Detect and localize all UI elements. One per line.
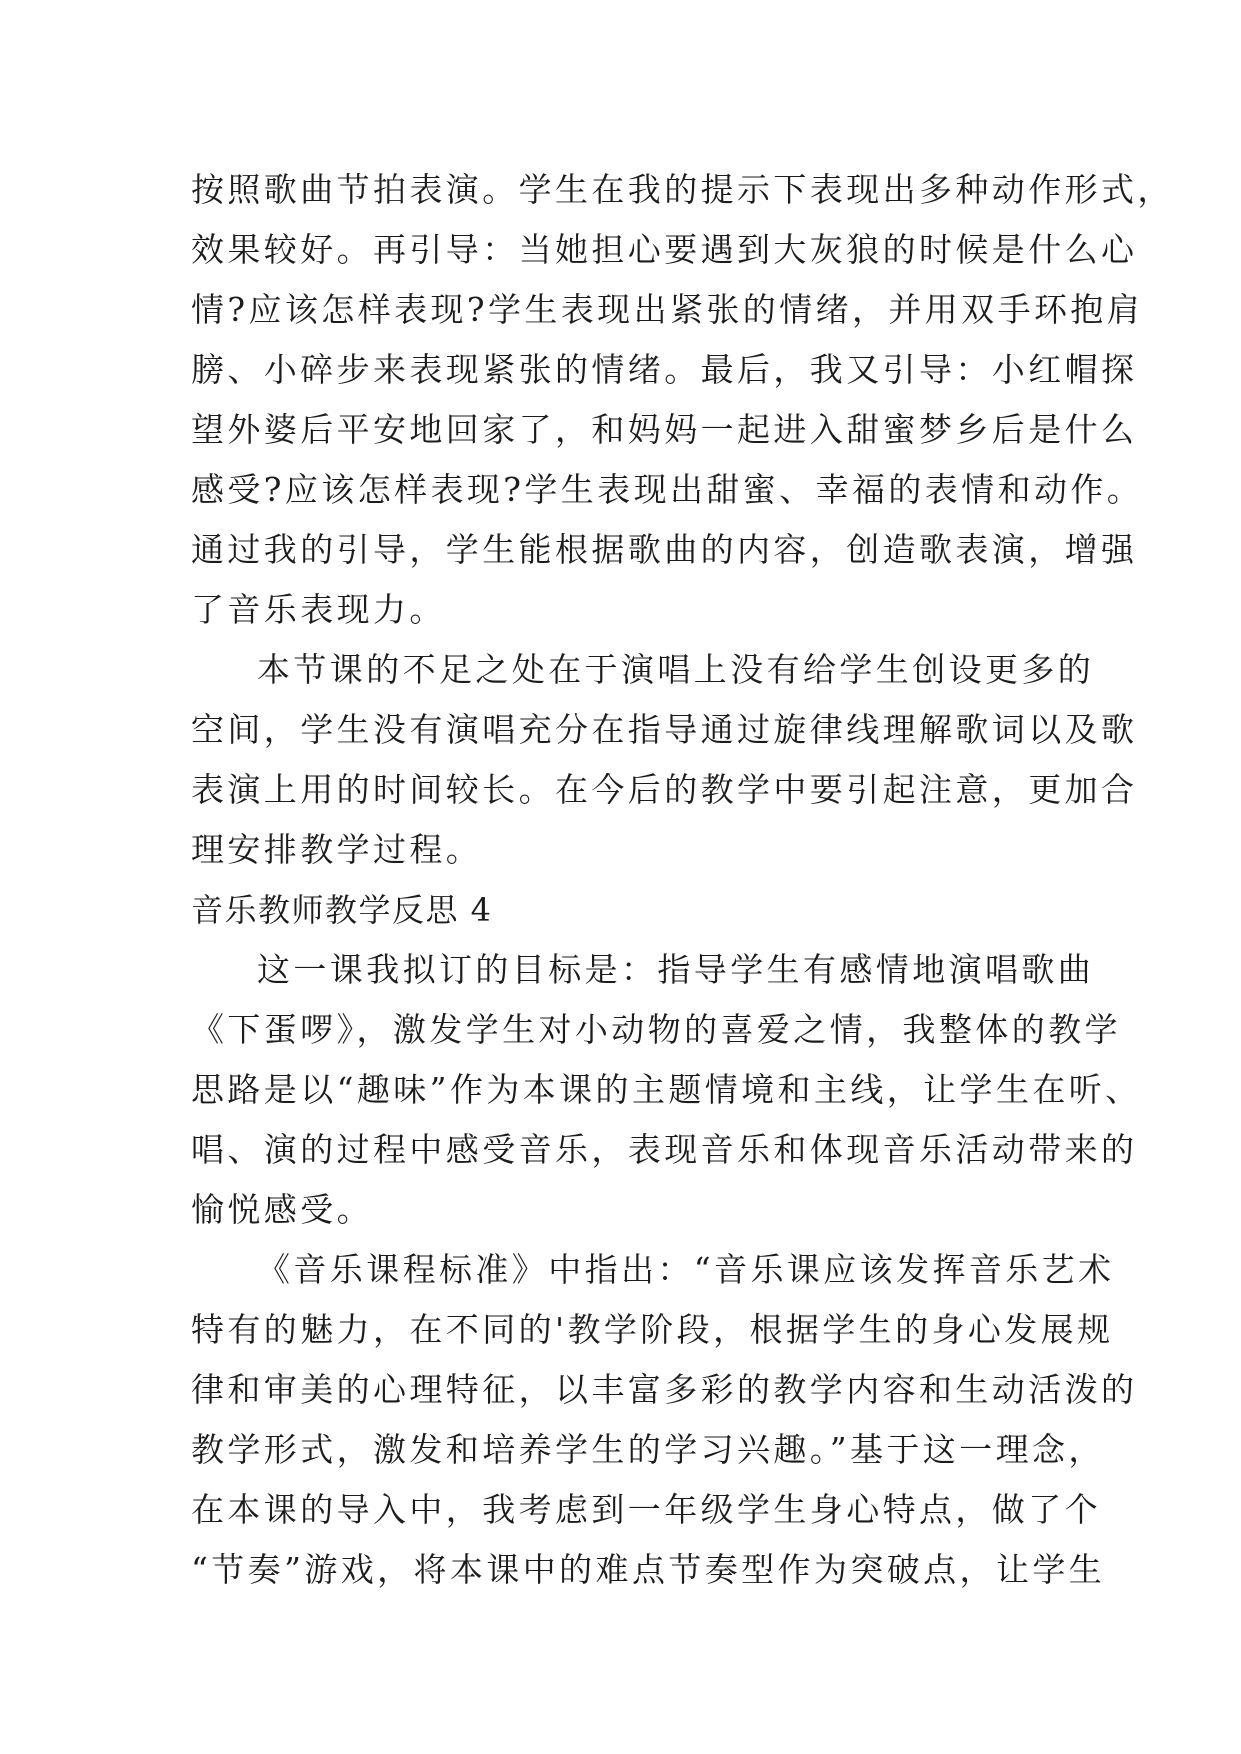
section-heading: 音乐教师教学反思 4 [191, 891, 493, 929]
text-line: 效果较好。再引导：当她担心要遇到大灰狼的时候是什么心 [191, 230, 1138, 269]
text-line: “节奏”游戏，将本课中的难点节奏型作为突破点，让学生 [191, 1550, 1106, 1589]
text-line: 通过我的引导，学生能根据歌曲的内容，创造歌表演，增强 [191, 530, 1138, 569]
text-line: 空间，学生没有演唱充分在指导通过旋律线理解歌词以及歌 [191, 710, 1138, 749]
text-line: 情?应该怎样表现?学生表现出紧张的情绪，并用双手环抱肩 [191, 290, 1144, 329]
text-line: 律和审美的心理特征，以丰富多彩的教学内容和生动活泼的 [191, 1370, 1138, 1409]
text-line: 本节课的不足之处在于演唱上没有给学生创设更多的 [257, 650, 1095, 689]
text-line: 愉悦感受。 [191, 1190, 373, 1229]
text-line: 望外婆后平安地回家了，和妈妈一起进入甜蜜梦乡后是什么 [191, 410, 1138, 449]
text-line: 《下蛋啰》，激发学生对小动物的喜爱之情，我整体的教学 [191, 1010, 1121, 1049]
text-line: 在本课的导入中，我考虑到一年级学生身心特点，做了个 [191, 1490, 1101, 1529]
text-line: 这一课我拟订的目标是：指导学生有感情地演唱歌曲 [257, 950, 1095, 989]
text-line: 表演上用的时间较长。在今后的教学中要引起注意，更加合 [191, 770, 1138, 809]
text-line: 理安排教学过程。 [191, 830, 483, 869]
text-line: 思路是以“趣味”作为本课的主题情境和主线，让学生在听、 [191, 1070, 1142, 1109]
text-line: 特有的魅力，在不同的'教学阶段，根据学生的身心发展规 [191, 1310, 1114, 1349]
text-line: 了音乐表现力。 [191, 590, 446, 629]
text-line: 感受?应该怎样表现?学生表现出甜蜜、幸福的表情和动作。 [191, 470, 1144, 509]
text-line: 按照歌曲节拍表演。学生在我的提示下表现出多种动作形式， [191, 170, 1174, 209]
text-line: 膀、小碎步来表现紧张的情绪。最后，我又引导：小红帽探 [191, 350, 1138, 389]
text-line: 唱、演的过程中感受音乐，表现音乐和体现音乐活动带来的 [191, 1130, 1138, 1169]
text-line: 教学形式，激发和培养学生的学习兴趣。”基于这一理念， [191, 1430, 1105, 1469]
text-line: 《音乐课程标准》中指出：“音乐课应该发挥音乐艺术 [257, 1250, 1115, 1289]
